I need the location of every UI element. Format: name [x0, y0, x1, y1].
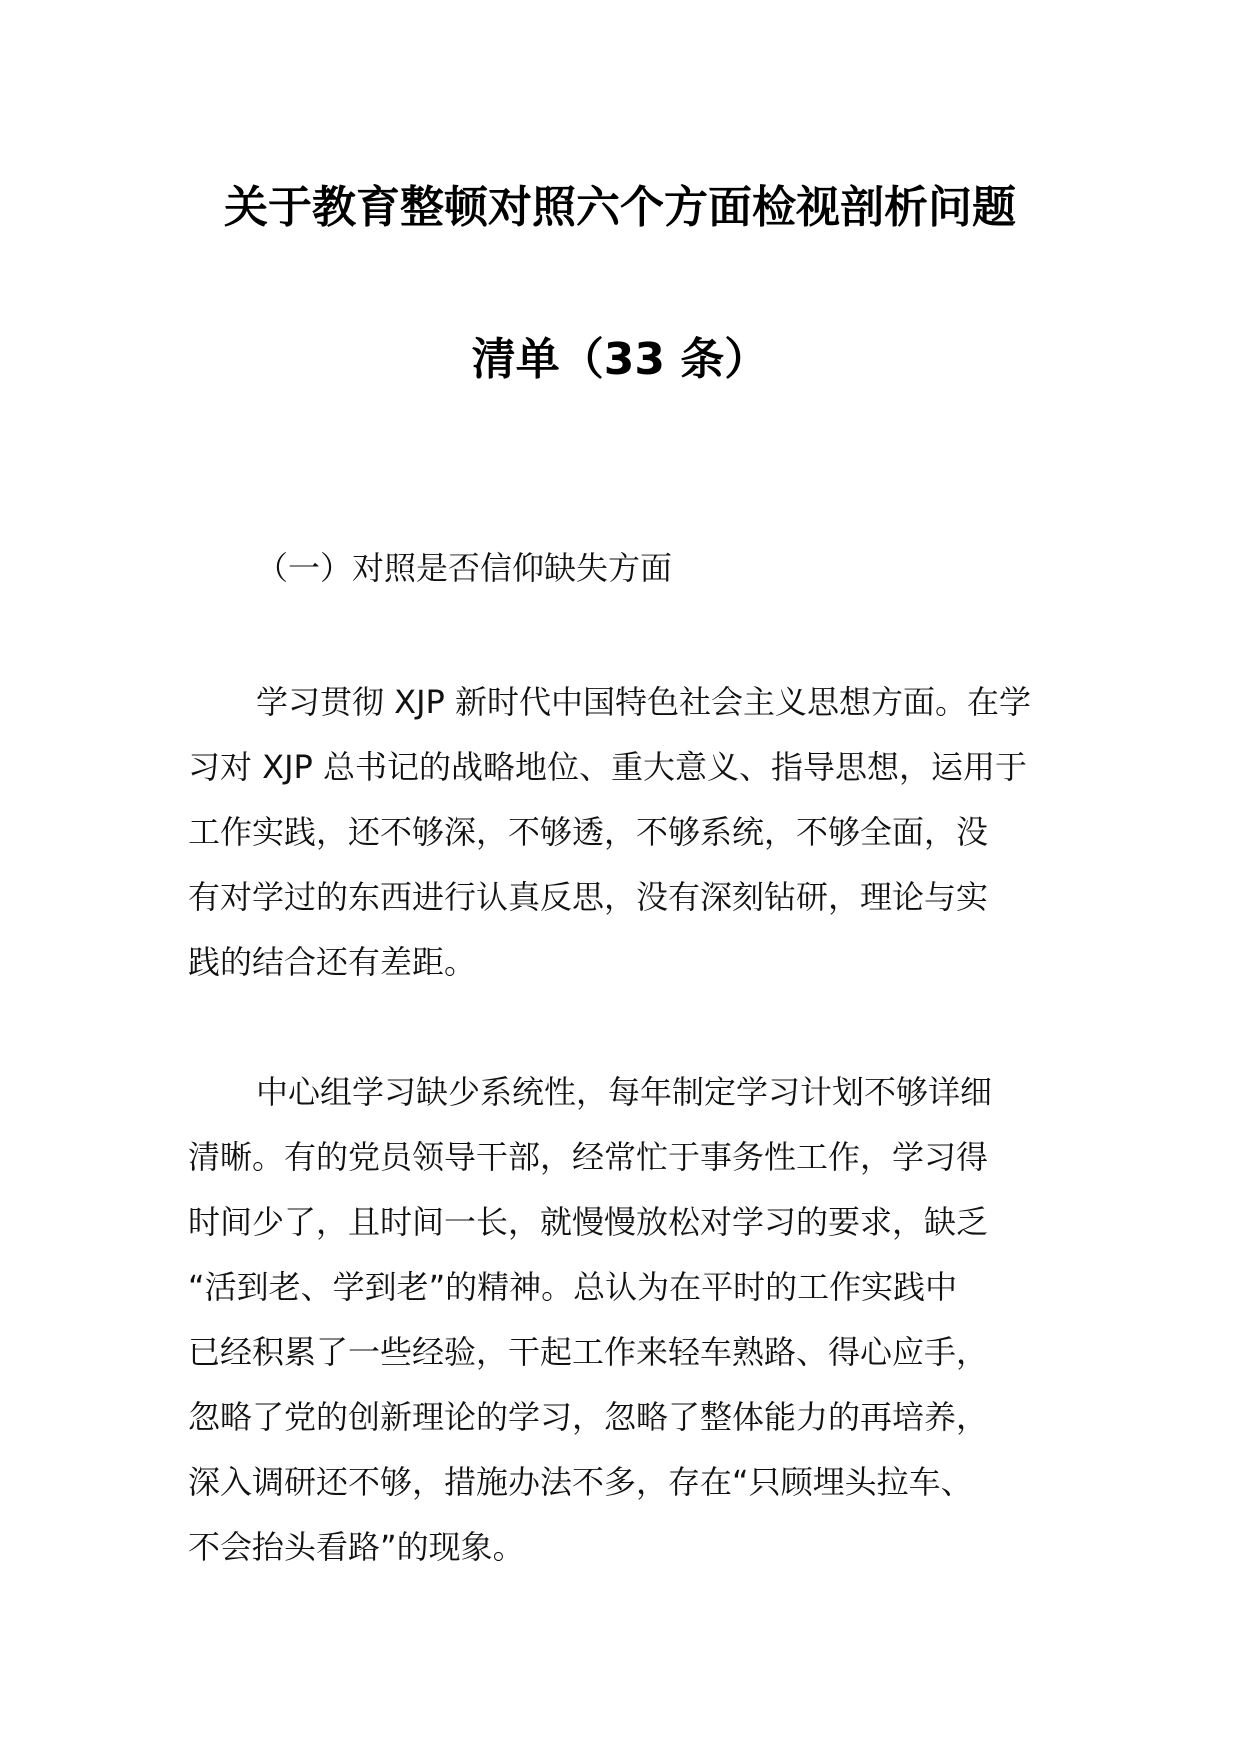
- paragraph-line: 学习贯彻 XJP 新时代中国特色社会主义思想方面。在学: [256, 683, 1032, 721]
- document-title-line-1: 关于教育整顿对照六个方面检视剖析问题: [224, 182, 1016, 233]
- paragraph-line: 深入调研还不够，措施办法不多，存在“只顾埋头拉车、: [188, 1463, 973, 1501]
- paragraph-line: “活到老、学到老”的精神。总认为在平时的工作实践中: [188, 1268, 958, 1306]
- document-title-line-2: 清单（33 条）: [471, 334, 769, 385]
- paragraph-2: [188, 1060, 1056, 1580]
- paragraph-line: 有对学过的东西进行认真反思，没有深刻钻研，理论与实: [188, 878, 989, 916]
- paragraph-line: 工作实践，还不够深，不够透，不够系统，不够全面，没: [188, 813, 989, 851]
- section-heading: （一）对照是否信仰缺失方面: [256, 549, 673, 587]
- paragraph-line: 中心组学习缺少系统性，每年制定学习计划不够详细: [256, 1073, 993, 1111]
- paragraph-line: 清晰。有的党员领导干部，经常忙于事务性工作，学习得: [188, 1138, 989, 1176]
- paragraph-line: 已经积累了一些经验，干起工作来轻车熟路、得心应手，: [188, 1333, 989, 1371]
- paragraph-1: [188, 670, 1056, 995]
- paragraph-line: 忽略了党的创新理论的学习，忽略了整体能力的再培养，: [188, 1398, 989, 1436]
- paragraph-line: 时间少了，且时间一长，就慢慢放松对学习的要求，缺乏: [188, 1203, 989, 1241]
- paragraph-line: 习对 XJP 总书记的战略地位、重大意义、指导思想，运用于: [188, 748, 1028, 786]
- paragraph-line: 不会抬头看路”的现象。: [188, 1528, 525, 1566]
- paragraph-line: 践的结合还有差距。: [188, 943, 477, 981]
